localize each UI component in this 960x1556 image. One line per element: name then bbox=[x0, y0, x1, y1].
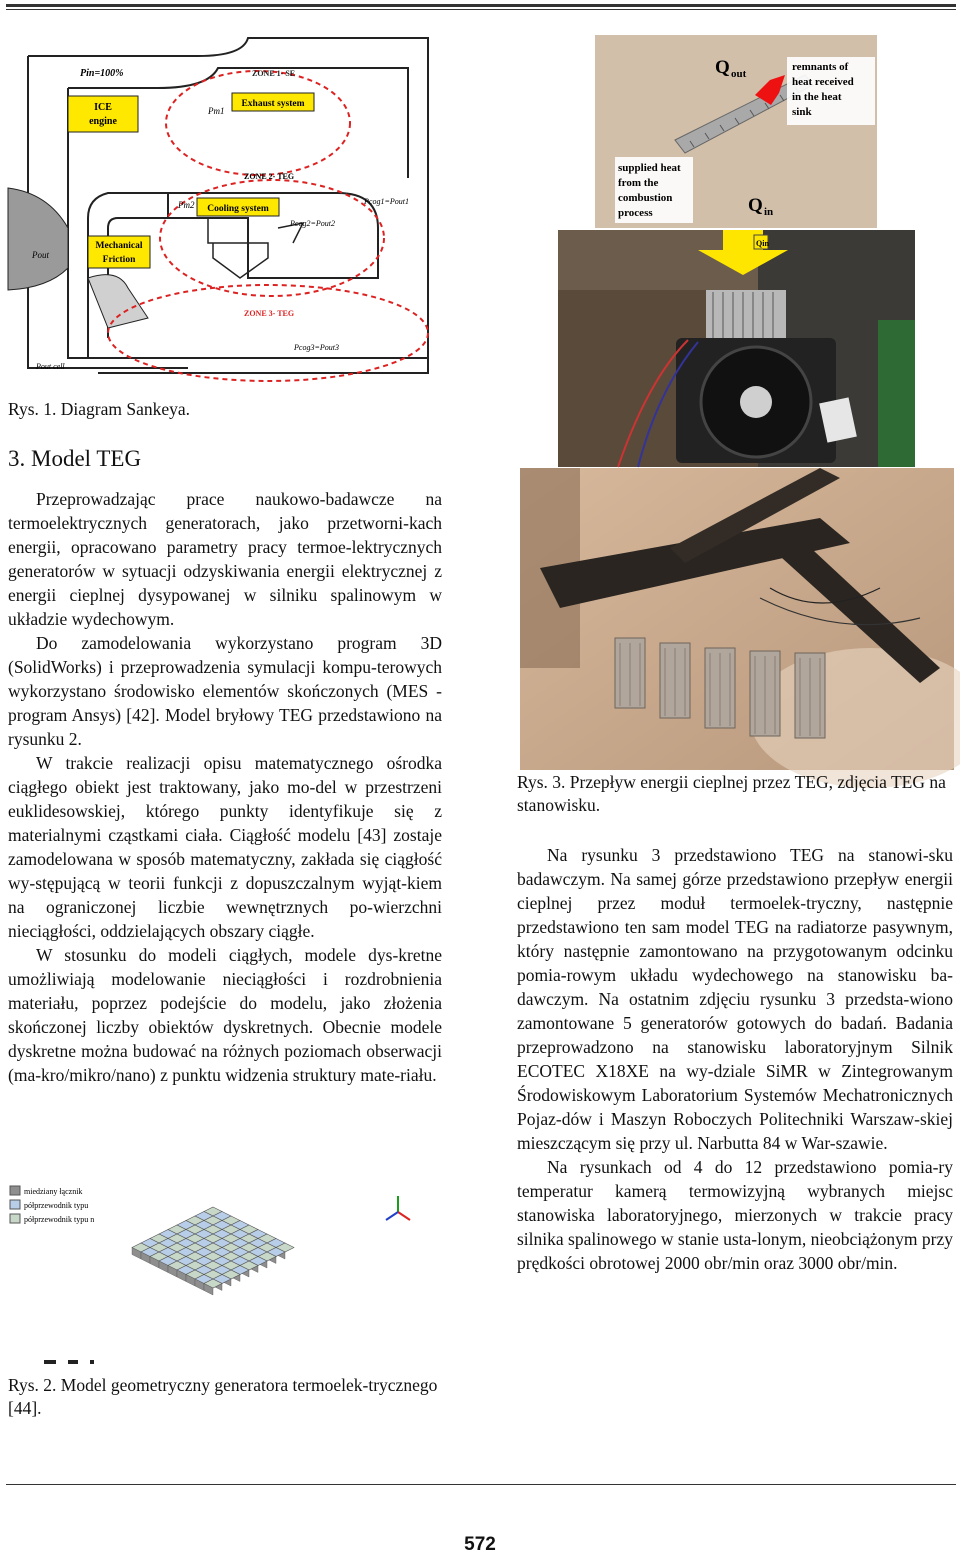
mech-label-2: Friction bbox=[102, 255, 136, 265]
qin-sub: in bbox=[764, 206, 774, 218]
paragraph-1: Przeprowadzając prace naukowo-badawcze na termoelektrycznych generatorach, jako przetworni-kach energii, opracowano parametry pracy termoe-lektrycznych generatorów w sytuacji odzyskiwania energii elektrycznej z energii cieplnej dysypowanej w silniku spalinowym w układzie wydechowym. bbox=[8, 489, 442, 629]
zone3-label: ZONE 3- TEG bbox=[244, 309, 295, 318]
exhaust-label: Exhaust system bbox=[241, 99, 305, 109]
zone2-label: ZONE 2- TEG bbox=[244, 172, 295, 181]
pout-label: Pout bbox=[32, 250, 49, 260]
pcog1-label: Pcog1=Pout1 bbox=[364, 197, 409, 206]
qin-small-label: Qin bbox=[756, 239, 769, 248]
remnants-3: in the heat bbox=[792, 91, 842, 103]
pin-label: Pin=100% bbox=[80, 68, 124, 79]
paragraph-2: Do zamodelowania wykorzystano program 3D (SolidWorks) i przeprowadzenia symulacji kompu-terowych wykorzystano środowisko elementów skończonych (MES - program Ansys) [42]. Model bryłowy TEG przedstawiono na rysunku 2. bbox=[8, 633, 442, 749]
qin-label: Q bbox=[748, 195, 763, 216]
mech-label-1: Mechanical bbox=[95, 241, 143, 251]
figure3-caption: Rys. 3. Przepływ energii cieplnej przez TEG, zdjęcia TEG na stanowisku. bbox=[517, 772, 946, 815]
pm2-label: Pm2 bbox=[178, 200, 195, 210]
supplied-4: process bbox=[618, 207, 653, 219]
pcog2-label: Pcog2=Pout2 bbox=[290, 219, 335, 228]
qout-label: Q bbox=[715, 57, 730, 78]
teg-geometric-model bbox=[24, 1182, 438, 1372]
right-body bbox=[517, 843, 953, 1275]
ice-label-1: ICE bbox=[94, 102, 112, 113]
left-body bbox=[8, 487, 442, 1087]
heat-flow-photo bbox=[595, 35, 877, 228]
right-paragraph-2: Na rysunkach od 4 do 12 przedstawiono pomia-ry temperatur kamerą termowizyjną wybranych miejsc stanowiska laboratoryjnego, mierzonych w trakcie pracy silnika spalinowego w stanie usta-lonym, nieobciążonym przy prędkości obrotowej 2000 obr/min oraz 3000 obr/min. bbox=[517, 1157, 953, 1273]
figure1-caption: Rys. 1. Diagram Sankeya. bbox=[8, 399, 191, 419]
ice-label-2: engine bbox=[89, 116, 117, 127]
legend-3: półprzewodnik typu n bbox=[24, 1215, 95, 1224]
legend-1: miedziany łącznik bbox=[24, 1187, 83, 1196]
zone1-label: ZONE 1- SE bbox=[252, 69, 296, 78]
paragraph-3: W trakcie realizacji opisu matematycznego ośrodka ciągłego obiekt jest traktowany, jako mo-del w przestrzeni euklidesowskiej, którego punkty identyfikuje się z materialnymi cząstkami ciała. Ciągłość modelu [43] zostaje zamodelowana w sposób matematyczny, zakłada się ciągłość wy-stępującą w teorii funkcji z dopuszczalnym wyjąt-kiem na ograniczonej liczbie wewnętrznych po-wierzchni nieciągłości, oddzielających obszary ciągłe. bbox=[8, 753, 442, 941]
top-rule bbox=[6, 4, 956, 7]
remnants-2: heat received bbox=[792, 76, 854, 88]
section-heading: 3. Model TEG bbox=[8, 446, 142, 471]
poutcell-label: Pout cell bbox=[36, 362, 65, 371]
remnants-4: sink bbox=[792, 106, 812, 118]
top-rule-thin bbox=[6, 9, 956, 10]
supplied-2: from the bbox=[618, 177, 659, 189]
sankey-diagram bbox=[8, 28, 442, 380]
supplied-1: supplied heat bbox=[618, 162, 681, 174]
cooling-label: Cooling system bbox=[207, 204, 269, 214]
pcog3-label: Pcog3=Pout3 bbox=[294, 343, 339, 352]
supplied-3: combustion bbox=[618, 192, 673, 204]
teg-radiator-photo bbox=[558, 230, 915, 467]
bottom-rule bbox=[6, 1484, 956, 1485]
figure2-caption: Rys. 2. Model geometryczny generatora termoelek-trycznego [44]. bbox=[8, 1375, 438, 1418]
qout-sub: out bbox=[731, 68, 747, 80]
pm1-label: Pm1 bbox=[208, 106, 225, 116]
legend-2: półprzewodnik typu bbox=[24, 1201, 89, 1210]
remnants-1: remnants of bbox=[792, 61, 849, 73]
paragraph-4: W stosunku do modeli ciągłych, modele dys-kretne umożliwiają modelowanie nieciągłości i rozdrobnienia materiału, poprzez podejście do modelu, jako złożenia skończonej liczby obiektów dyskretnych. Obecnie modele dyskretne można budować na różnych poziomach obserwacji (ma-kro/mikro/nano) z punktu widzenia struktury mate-riału. bbox=[8, 945, 442, 1085]
teg-mounted-photo bbox=[520, 468, 954, 770]
right-paragraph-1: Na rysunku 3 przedstawiono TEG na stanowi-sku badawczym. Na samej górze przedstawiono przepływ energii cieplnej przez moduł termoelek-tryczny, następnie przedstawiono ten sam model TEG na radiatorze pasywnym, który następnie zamontowano na przygotowanym odcinku pomia-rowym układu wydechowego na stanowisku ba-dawczym. Na ostatnim zdjęciu rysunku 3 przedsta-wiono zamontowane 5 generatorów gotowych do badań. Badania przeprowadzono na stanowisku laboratoryjnym Silnik ECOTEC X18XE na wy-dziale SiMR w Zintegrowanym Środowiskowym Laboratorium Systemów Mechatronicznych Pojaz-dów i Maszyn Roboczych Politechniki Warszaw-skiej mieszczącym się przy ul. Narbutta 84 w War-szawie. bbox=[517, 845, 953, 1153]
page-number: 572 bbox=[464, 1534, 496, 1555]
